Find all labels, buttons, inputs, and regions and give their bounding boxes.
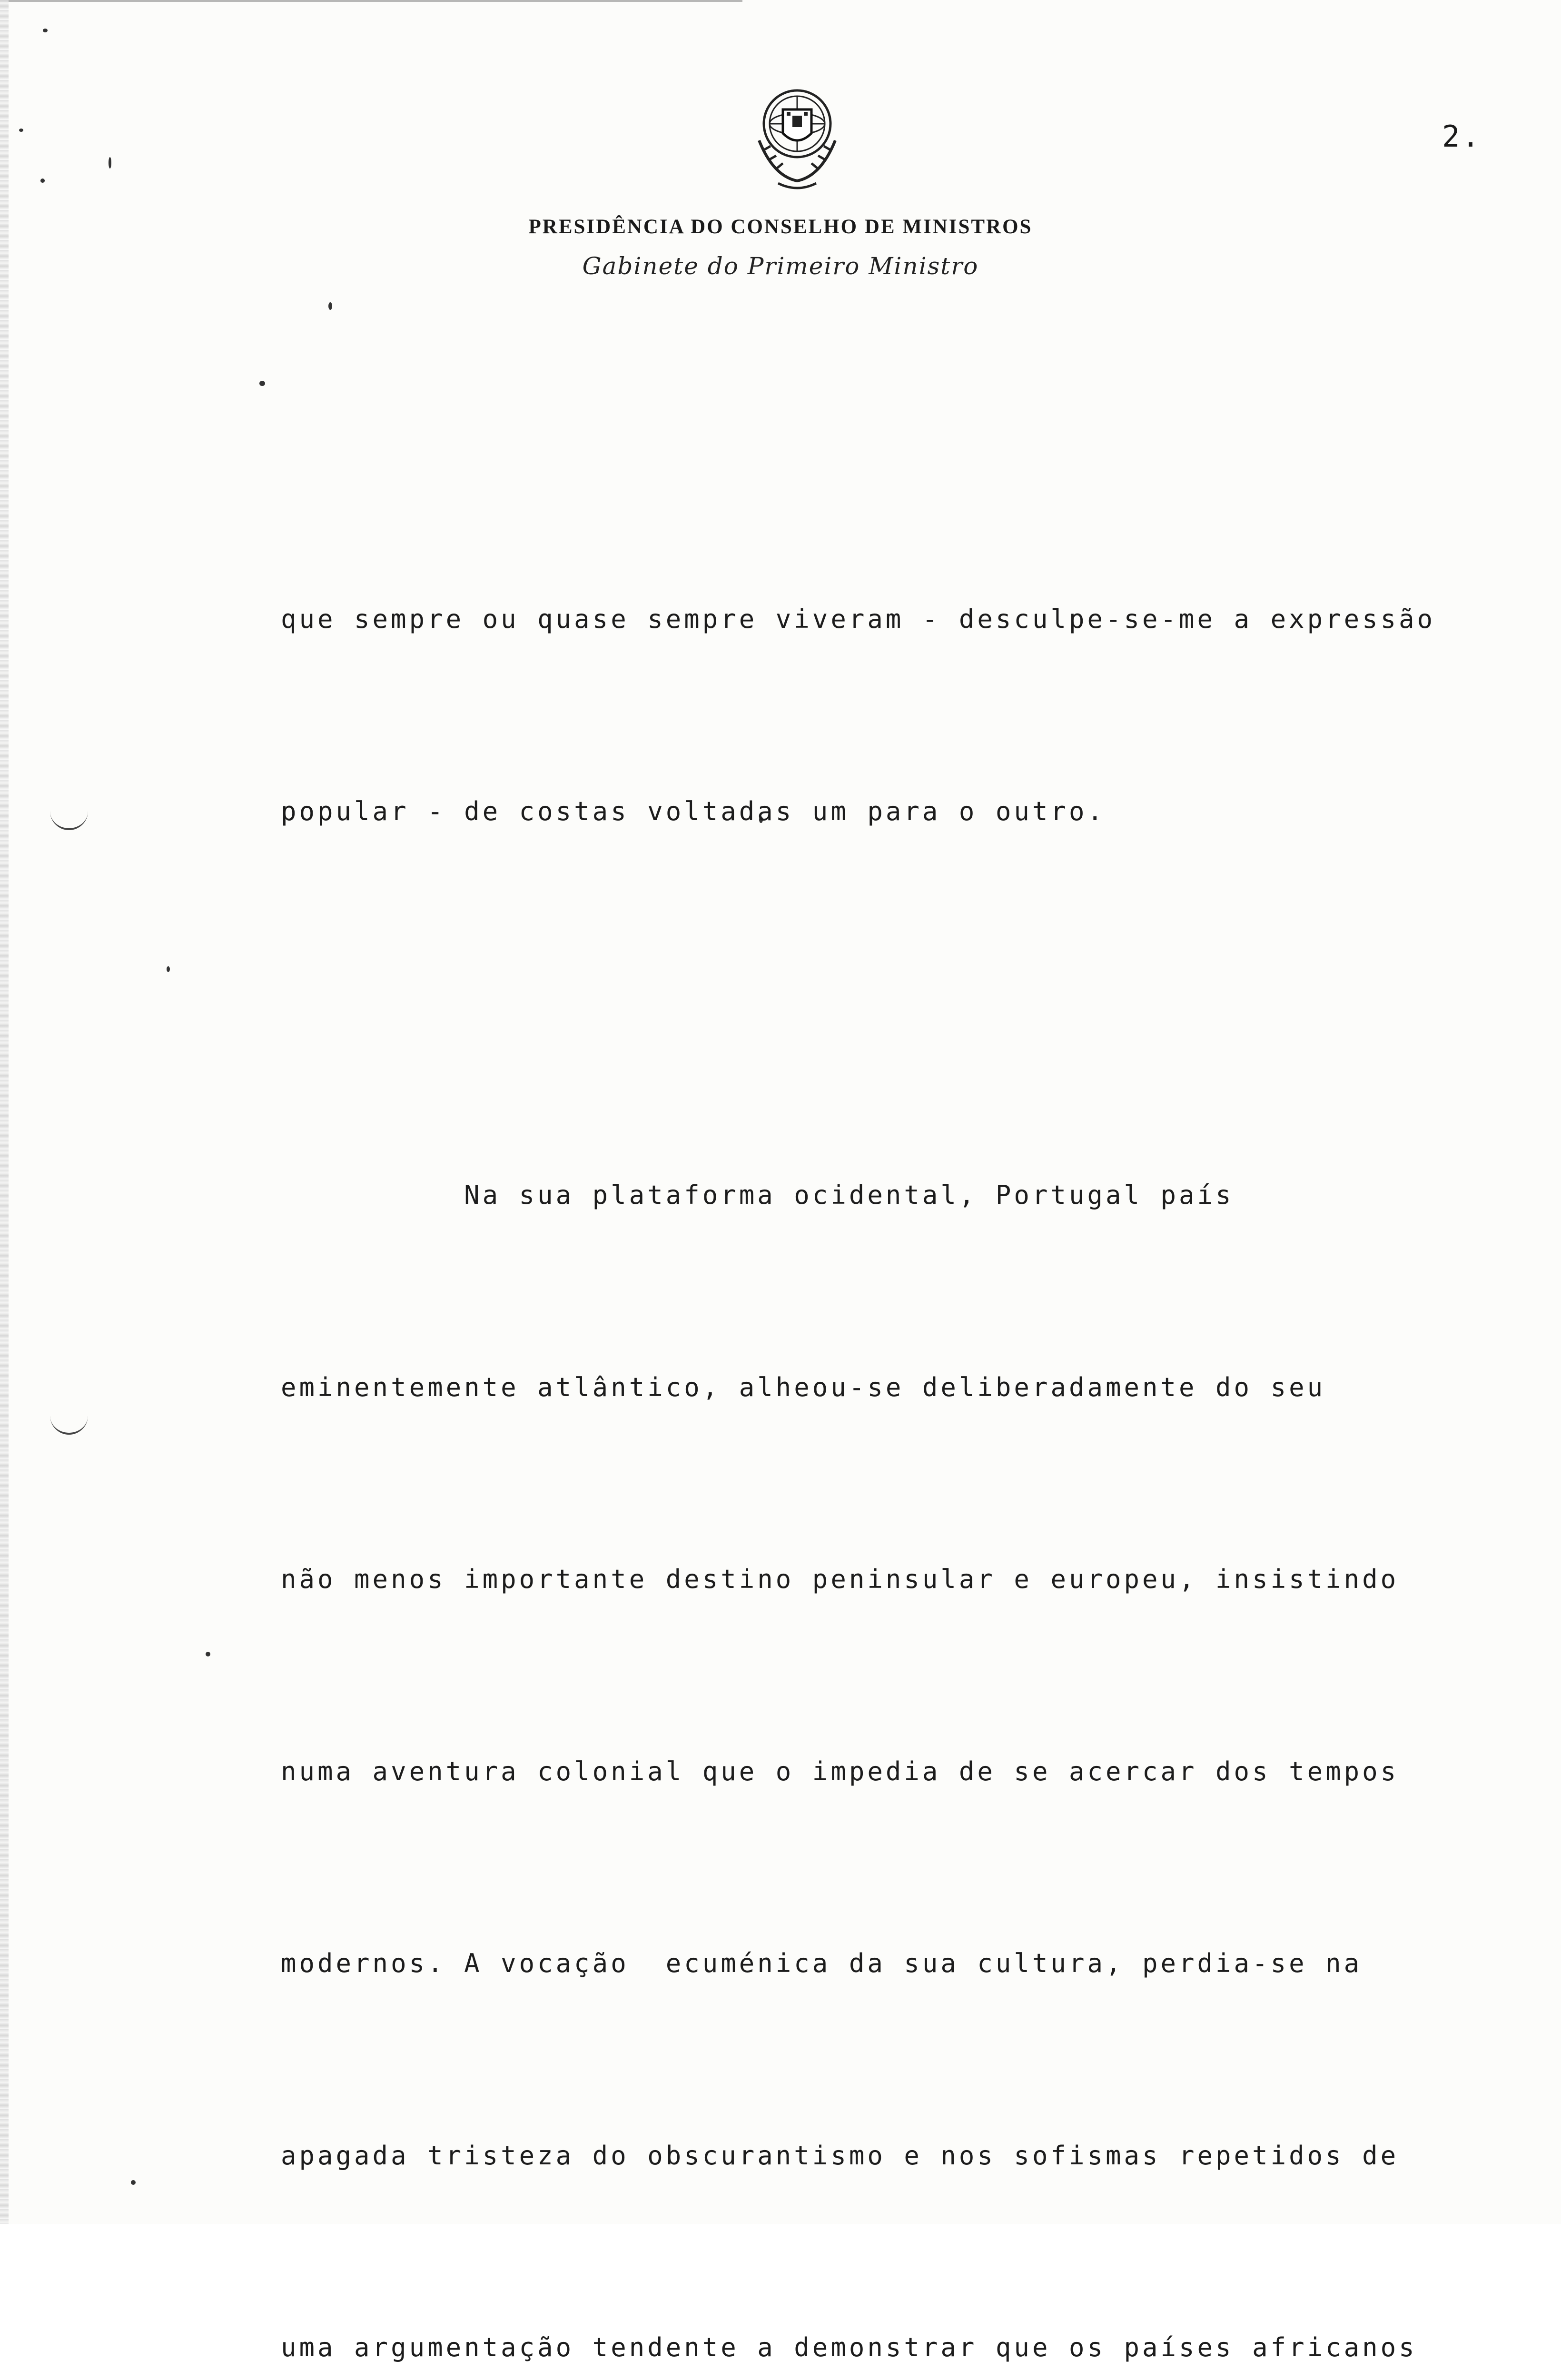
portuguese-coat-of-arms-icon [745,83,850,198]
header-subtitle: Gabinete do Primeiro Ministro [582,252,979,280]
text-line: apagada tristeza do obscurantismo e nos sofismas repetidos de [281,2140,1399,2171]
scan-speck [43,29,48,32]
text-line: que sempre ou quase sempre viveram - desculpe-se-me a expressão [281,604,1436,634]
paragraph-2 [281,1035,1528,2380]
page-number: 2. [1442,119,1482,154]
scan-speck [167,966,170,972]
header-title: PRESIDÊNCIA DO CONSELHO DE MINISTROS [528,216,1033,238]
scan-mark [50,809,88,830]
scan-speck [259,381,265,386]
paragraph-gap [281,972,1528,1035]
scan-speck [19,129,23,132]
text-line: não menos importante destino peninsular e europeu, insistindo [281,1564,1399,1594]
scan-speck [109,157,111,169]
text-line: numa aventura colonial que o impedia de se acercar dos tempos [281,1756,1399,1786]
text-line: modernos. A vocação ecuménica da sua cultura, perdia-se na [281,1948,1363,1978]
letter-body [281,459,1528,2380]
paragraph-1 [281,459,1528,972]
text-line: eminentemente atlântico, alheou-se deliberadamente do seu [281,1372,1326,1402]
text-line: uma argumentação tendente a demonstrar que os países africanos [281,2332,1417,2362]
text-line: Na sua plataforma ocidental, Portugal país [281,1180,1234,1210]
scan-mark [50,1414,88,1435]
scan-left-edge [0,0,9,2224]
scan-speck [206,1652,210,1656]
scan-speck [40,178,45,183]
scan-top-edge [0,0,742,2]
text-line: popular - de costas voltadas um para o outro. [281,796,1106,826]
scan-speck [328,302,332,310]
scan-speck [131,2180,136,2185]
